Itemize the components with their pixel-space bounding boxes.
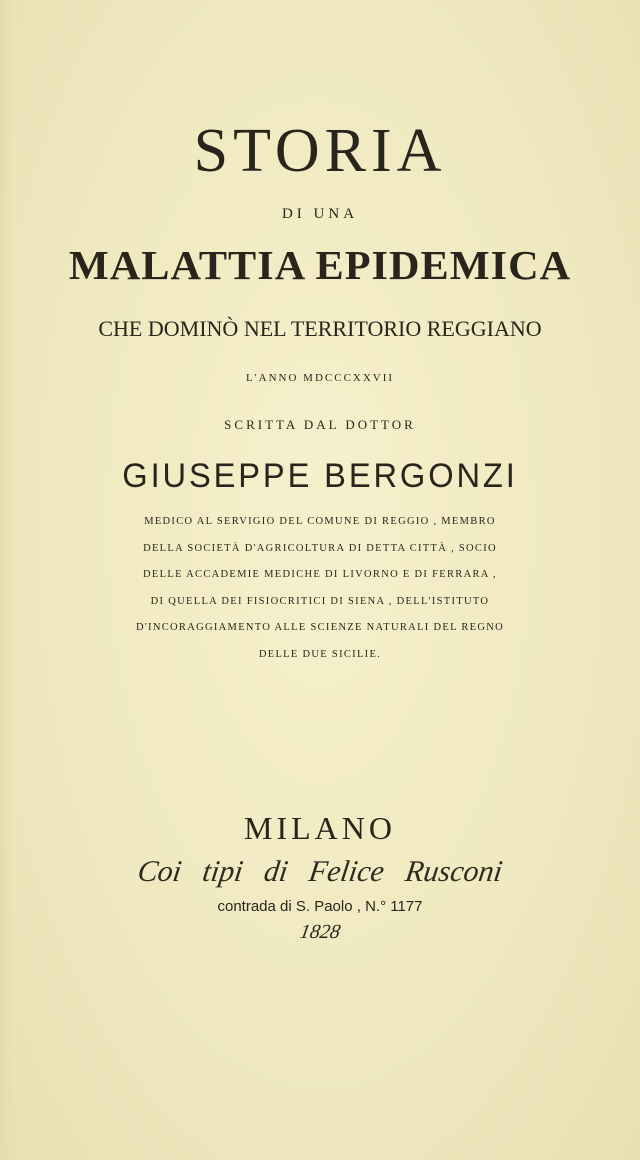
author-name: GIUSEPPE BERGONZI [122, 457, 518, 495]
publication-year: 1828 [298, 921, 342, 943]
author-credentials [0, 512, 640, 672]
year-line: L'ANNO MDCCCXXVII [245, 372, 395, 384]
credential-line: DELLE DUE SICILIE. [258, 648, 382, 660]
title-connector: DI UNA [281, 206, 359, 222]
book-title: STORIA [193, 117, 447, 185]
publisher-address: contrada di S. Paolo , N.° 1177 [217, 898, 423, 915]
publisher-name: Coi tipi di Felice Rusconi [135, 855, 505, 888]
book-subtitle: CHE DOMINÒ NEL TERRITORIO REGGIANO [98, 316, 542, 341]
credential-line: MEDICO AL SERVIGIO DEL COMUNE DI REGGIO , MEMBRO [144, 516, 496, 527]
written-by-line: SCRITTA DAL DOTTOR [224, 417, 416, 432]
credential-line: DELLA SOCIETÀ D'AGRICOLTURA DI DETTA CITTÀ , SOCIO [143, 542, 497, 554]
credential-line: DELLE ACCADEMIE MEDICHE DI LIVORNO E DI FERRARA , [143, 569, 497, 581]
credential-line: D'INCORAGGIAMENTO ALLE SCIENZE NATURALI DEL REGNO [135, 622, 505, 634]
book-subject: MALATTIA EPIDEMICA [68, 242, 572, 288]
publication-city: MILANO [244, 810, 396, 846]
credential-line: DI QUELLA DEI FISIOCRITICI DI SIENA , DELL'ISTITUTO [150, 595, 490, 607]
